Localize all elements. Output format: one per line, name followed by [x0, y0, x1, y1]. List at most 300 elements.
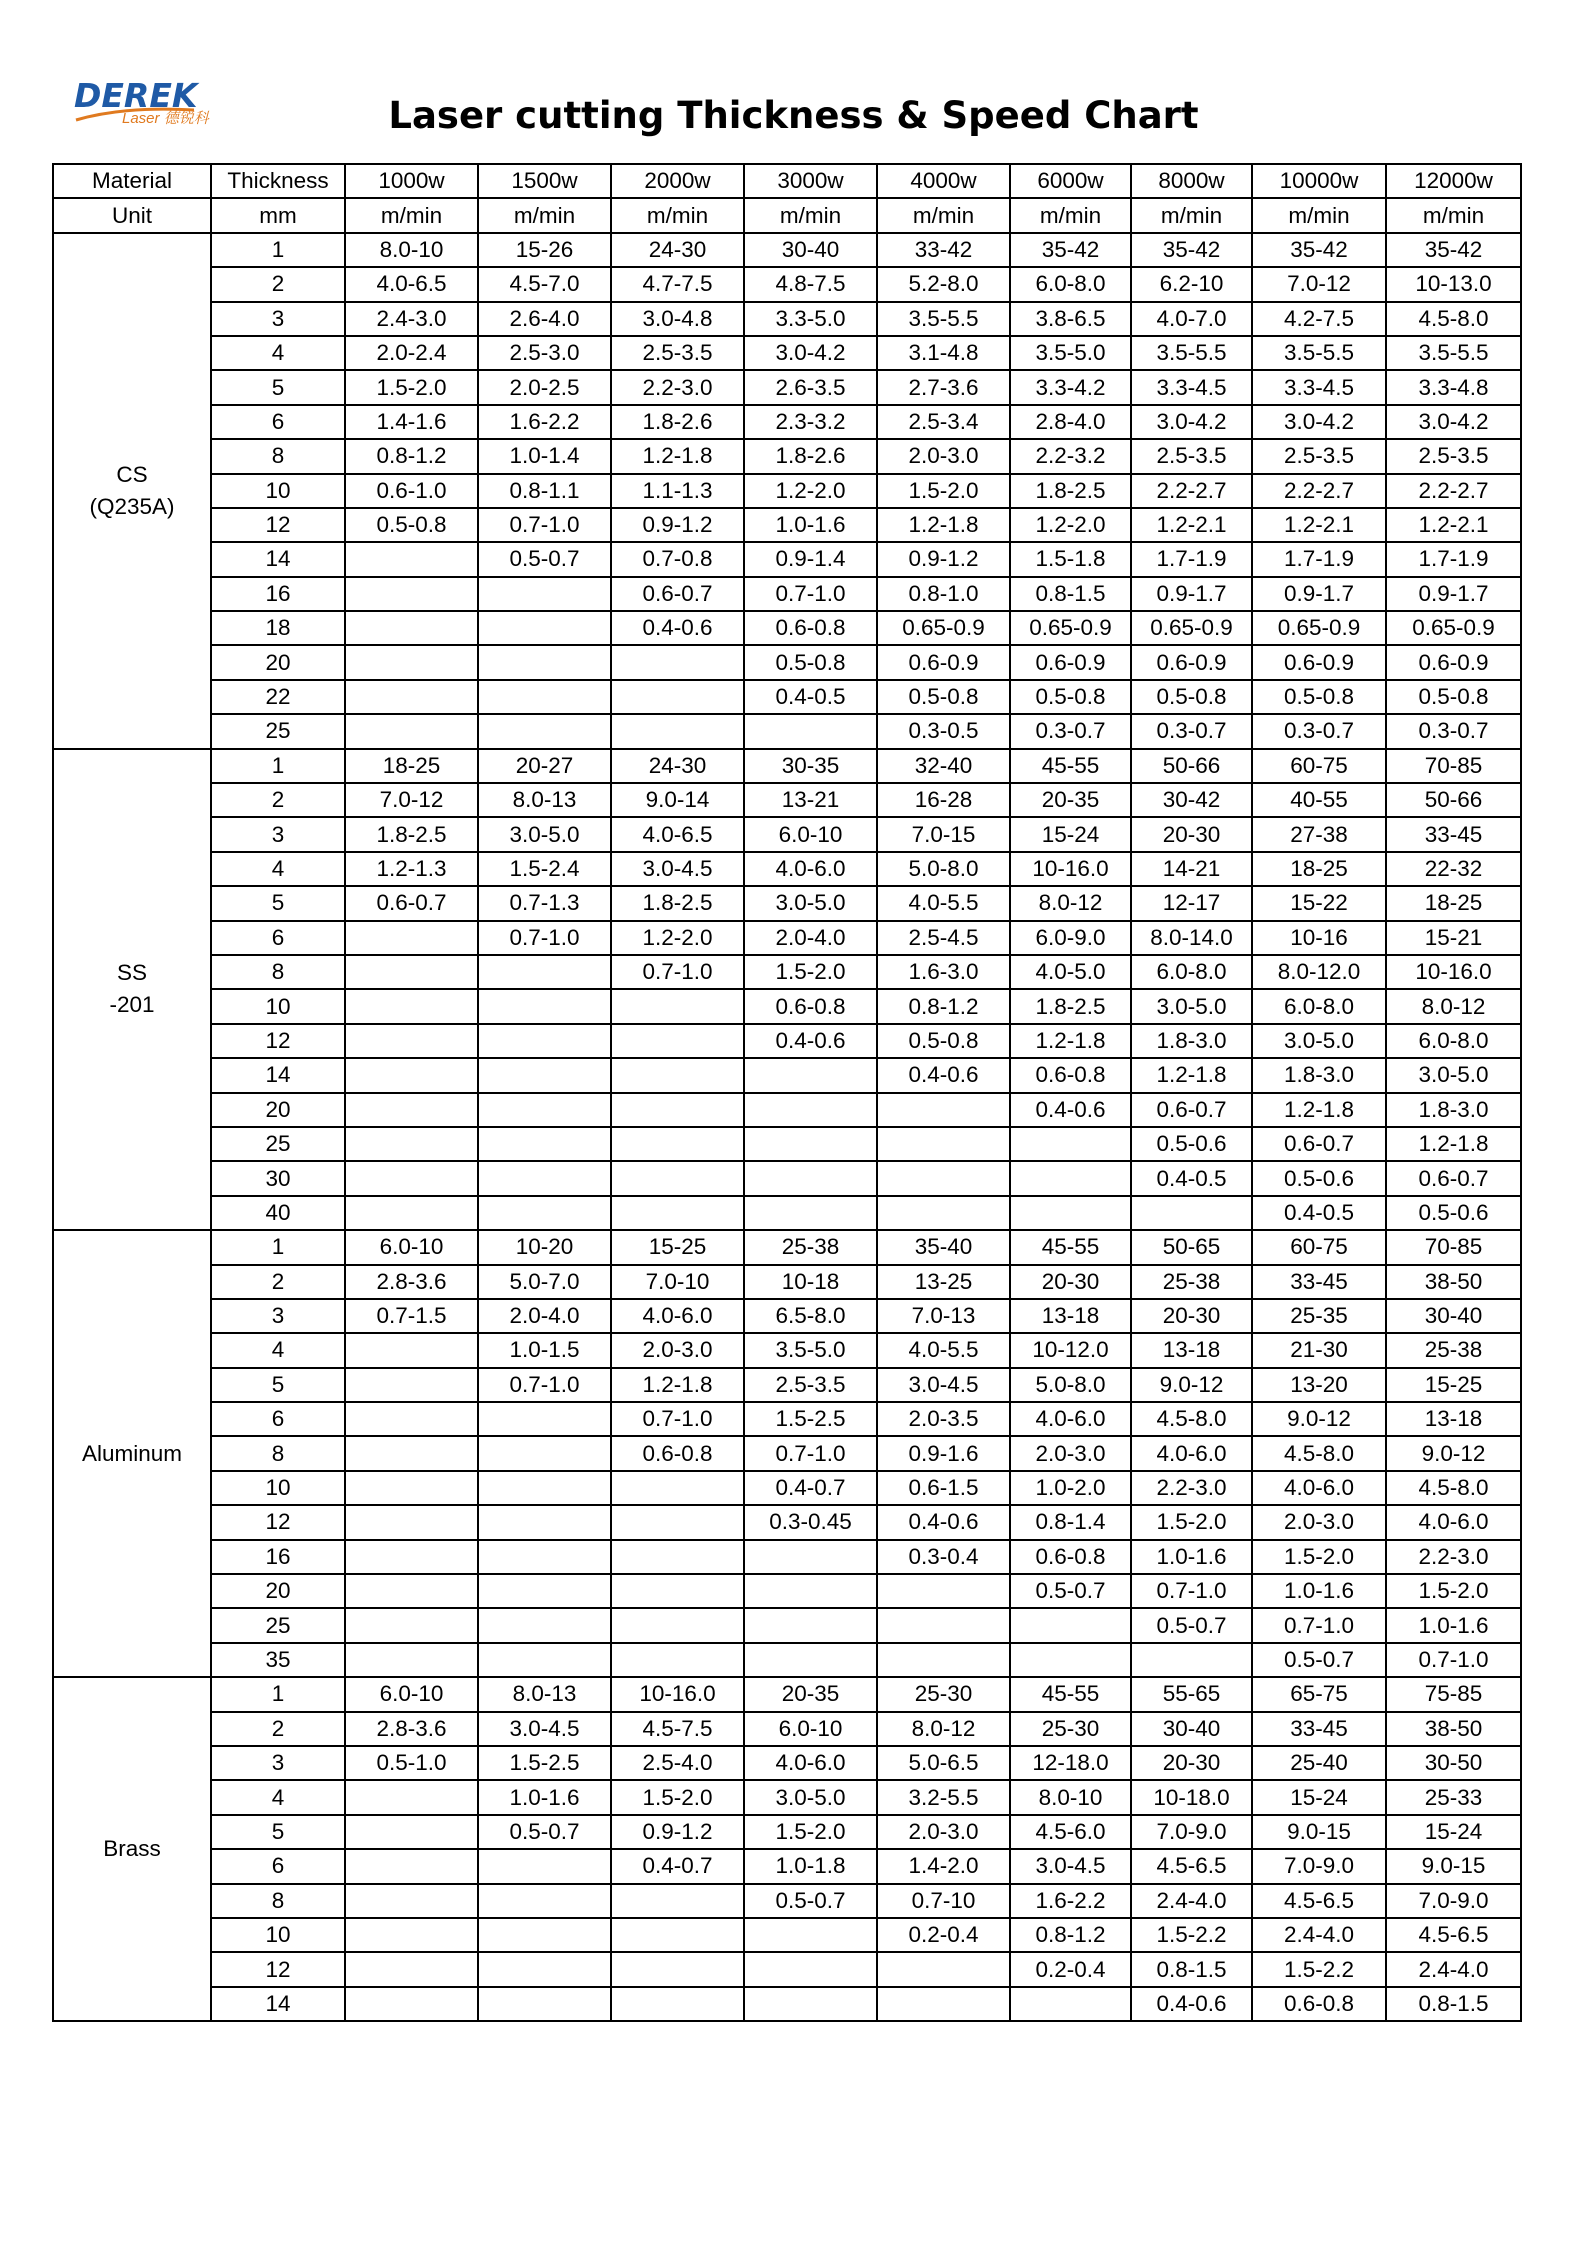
- table-row: [53, 1746, 1521, 1780]
- speed-cell: 2.0-2.4: [345, 336, 478, 370]
- speed-cell: 0.8-1.2: [1010, 1918, 1131, 1952]
- speed-cell: 0.5-0.8: [744, 645, 877, 679]
- speed-cell: [1010, 1608, 1131, 1642]
- speed-cell: 2.8-3.6: [345, 1265, 478, 1299]
- speed-cell: 8.0-12: [1010, 886, 1131, 920]
- speed-cell: 2.5-3.5: [1131, 439, 1252, 473]
- speed-cell: 2.0-4.0: [744, 921, 877, 955]
- speed-cell: 0.3-0.7: [1252, 714, 1386, 748]
- speed-cell: 0.7-1.0: [1386, 1643, 1521, 1677]
- speed-cell: [611, 1505, 744, 1539]
- speed-cell: 2.5-3.0: [478, 336, 611, 370]
- table-row: [53, 1574, 1521, 1608]
- table-row: [53, 1952, 1521, 1986]
- speed-cell: 4.0-6.5: [345, 267, 478, 301]
- speed-cell: [345, 1505, 478, 1539]
- speed-cell: 3.3-4.8: [1386, 370, 1521, 404]
- speed-cell: [744, 1540, 877, 1574]
- speed-cell: 0.4-0.6: [611, 611, 744, 645]
- speed-cell: [345, 1436, 478, 1470]
- speed-cell: 21-30: [1252, 1333, 1386, 1367]
- speed-cell: [345, 1849, 478, 1883]
- speed-cell: 2.5-3.5: [744, 1368, 877, 1402]
- speed-cell: 6.0-8.0: [1131, 955, 1252, 989]
- speed-cell: [478, 1608, 611, 1642]
- speed-cell: 6.0-8.0: [1252, 989, 1386, 1023]
- speed-cell: 0.9-1.7: [1131, 577, 1252, 611]
- thickness-cell: 8: [211, 1436, 345, 1470]
- speed-cell: 0.4-0.6: [1131, 1987, 1252, 2021]
- speed-cell: 33-45: [1386, 817, 1521, 851]
- speed-cell: 2.5-3.5: [611, 336, 744, 370]
- speed-cell: 7.0-9.0: [1131, 1815, 1252, 1849]
- speed-cell: 1.8-3.0: [1252, 1058, 1386, 1092]
- speed-cell: 1.2-1.3: [345, 852, 478, 886]
- speed-cell: 0.5-0.7: [1010, 1574, 1131, 1608]
- table-row: [53, 336, 1521, 370]
- speed-cell: 9.0-12: [1131, 1368, 1252, 1402]
- speed-cell: [478, 645, 611, 679]
- speed-cell: [478, 1952, 611, 1986]
- header-power: 12000w: [1386, 164, 1521, 198]
- thickness-cell: 3: [211, 817, 345, 851]
- table-row: [53, 1299, 1521, 1333]
- speed-cell: 0.5-0.7: [1131, 1608, 1252, 1642]
- speed-cell: 2.4-4.0: [1131, 1884, 1252, 1918]
- speed-cell: [611, 1608, 744, 1642]
- speed-cell: 3.3-4.5: [1252, 370, 1386, 404]
- speed-cell: 0.4-0.5: [744, 680, 877, 714]
- thickness-cell: 6: [211, 1402, 345, 1436]
- header-power: 2000w: [611, 164, 744, 198]
- speed-cell: 4.5-6.5: [1131, 1849, 1252, 1883]
- speed-cell: 1.7-1.9: [1252, 542, 1386, 576]
- speed-cell: 2.2-2.7: [1252, 474, 1386, 508]
- speed-cell: 3.0-4.5: [478, 1712, 611, 1746]
- speed-cell: 5.0-7.0: [478, 1265, 611, 1299]
- material-cell: [53, 1677, 211, 2021]
- speed-cell: [744, 1608, 877, 1642]
- speed-cell: [478, 1540, 611, 1574]
- speed-cell: 3.0-5.0: [1252, 1024, 1386, 1058]
- speed-cell: 0.5-0.8: [877, 1024, 1010, 1058]
- speed-cell: [345, 680, 478, 714]
- speed-cell: 8.0-12.0: [1252, 955, 1386, 989]
- thickness-cell: 12: [211, 1952, 345, 1986]
- thickness-cell: 2: [211, 1712, 345, 1746]
- speed-cell: 0.5-1.0: [345, 1746, 478, 1780]
- unit-speed: m/min: [877, 198, 1010, 232]
- speed-cell: [744, 1987, 877, 2021]
- thickness-cell: 3: [211, 1299, 345, 1333]
- speed-cell: 5.0-8.0: [877, 852, 1010, 886]
- material-name-line: CS: [116, 461, 148, 487]
- speed-cell: [611, 1540, 744, 1574]
- table-row: [53, 1402, 1521, 1436]
- speed-cell: 7.0-10: [611, 1265, 744, 1299]
- speed-cell: 8.0-12: [1386, 989, 1521, 1023]
- speed-cell: 2.2-2.7: [1386, 474, 1521, 508]
- speed-cell: [611, 1471, 744, 1505]
- table-row: [53, 1677, 1521, 1711]
- speed-cell: 4.0-6.0: [611, 1299, 744, 1333]
- speed-cell: 10-20: [478, 1230, 611, 1264]
- thickness-cell: 8: [211, 439, 345, 473]
- speed-cell: 1.5-1.8: [1010, 542, 1131, 576]
- speed-cell: 0.5-0.7: [478, 542, 611, 576]
- speed-cell: 2.0-3.0: [877, 1815, 1010, 1849]
- table-row: [53, 817, 1521, 851]
- speed-cell: [1131, 1196, 1252, 1230]
- speed-cell: 13-18: [1386, 1402, 1521, 1436]
- speed-cell: [345, 1780, 478, 1814]
- speed-cell: 7.0-12: [1252, 267, 1386, 301]
- speed-cell: [345, 1368, 478, 1402]
- speed-cell: 4.0-6.0: [1386, 1505, 1521, 1539]
- speed-cell: 0.5-0.6: [1386, 1196, 1521, 1230]
- speed-cell: 3.5-5.5: [1386, 336, 1521, 370]
- speed-cell: 2.6-3.5: [744, 370, 877, 404]
- table-row: [53, 1780, 1521, 1814]
- speed-cell: 8.0-12: [877, 1712, 1010, 1746]
- speed-cell: [345, 1471, 478, 1505]
- speed-cell: 15-21: [1386, 921, 1521, 955]
- speed-cell: 0.8-1.2: [877, 989, 1010, 1023]
- unit-speed: m/min: [345, 198, 478, 232]
- speed-cell: 0.65-0.9: [1131, 611, 1252, 645]
- table-row: [53, 886, 1521, 920]
- speed-cell: 12-18.0: [1010, 1746, 1131, 1780]
- speed-cell: [744, 1196, 877, 1230]
- speed-cell: [478, 1436, 611, 1470]
- speed-cell: 0.6-0.9: [877, 645, 1010, 679]
- speed-cell: 0.7-1.0: [611, 955, 744, 989]
- speed-cell: [345, 1127, 478, 1161]
- speed-cell: 2.5-4.0: [611, 1746, 744, 1780]
- speed-cell: 1.5-2.0: [744, 1815, 877, 1849]
- speed-cell: 1.5-2.0: [1131, 1505, 1252, 1539]
- thickness-cell: 35: [211, 1643, 345, 1677]
- speed-cell: 0.6-0.9: [1386, 645, 1521, 679]
- speed-cell: [478, 989, 611, 1023]
- speed-cell: 15-25: [1386, 1368, 1521, 1402]
- speed-cell: 0.7-1.0: [744, 577, 877, 611]
- speed-cell: 1.2-1.8: [1386, 1127, 1521, 1161]
- speed-cell: 2.2-3.0: [1131, 1471, 1252, 1505]
- speed-cell: 1.2-1.8: [611, 1368, 744, 1402]
- speed-cell: 1.2-2.1: [1386, 508, 1521, 542]
- speed-cell: 22-32: [1386, 852, 1521, 886]
- speed-cell: [345, 714, 478, 748]
- speed-cell: [877, 1643, 1010, 1677]
- material-name-line: SS: [116, 960, 147, 986]
- speed-cell: 45-55: [1010, 1230, 1131, 1264]
- speed-cell: 0.6-0.8: [1010, 1058, 1131, 1092]
- speed-cell: 20-35: [744, 1677, 877, 1711]
- speed-cell: 4.0-6.0: [744, 852, 877, 886]
- speed-cell: 0.3-0.7: [1131, 714, 1252, 748]
- table-row: [53, 1712, 1521, 1746]
- speed-cell: 4.2-7.5: [1252, 302, 1386, 336]
- thickness-cell: 5: [211, 370, 345, 404]
- speed-cell: 0.5-0.6: [1252, 1161, 1386, 1195]
- speed-cell: 60-75: [1252, 749, 1386, 783]
- speed-cell: 60-75: [1252, 1230, 1386, 1264]
- speed-cell: 3.3-4.2: [1010, 370, 1131, 404]
- speed-cell: 0.9-1.7: [1252, 577, 1386, 611]
- speed-cell: 30-42: [1131, 783, 1252, 817]
- speed-cell: 1.0-1.6: [1386, 1608, 1521, 1642]
- table-row: [53, 1333, 1521, 1367]
- thickness-cell: 2: [211, 1265, 345, 1299]
- thickness-cell: 18: [211, 611, 345, 645]
- speed-cell: 33-45: [1252, 1265, 1386, 1299]
- speed-cell: [478, 714, 611, 748]
- table-row: [53, 1471, 1521, 1505]
- speed-cell: 20-30: [1131, 817, 1252, 851]
- table-row: [53, 921, 1521, 955]
- speed-cell: 4.5-7.5: [611, 1712, 744, 1746]
- speed-cell: 1.5-2.5: [744, 1402, 877, 1436]
- speed-cell: 0.4-0.7: [611, 1849, 744, 1883]
- table-row: [53, 1230, 1521, 1264]
- speed-cell: 20-35: [1010, 783, 1131, 817]
- speed-cell: 5.0-6.5: [877, 1746, 1010, 1780]
- speed-cell: 3.0-4.2: [1386, 405, 1521, 439]
- speed-cell: [478, 1987, 611, 2021]
- speed-cell: 2.0-3.5: [877, 1402, 1010, 1436]
- speed-cell: 24-30: [611, 233, 744, 267]
- speed-cell: 7.0-12: [345, 783, 478, 817]
- thickness-cell: 12: [211, 508, 345, 542]
- speed-cell: 5.0-8.0: [1010, 1368, 1131, 1402]
- chart-body: [53, 164, 1521, 2021]
- table-row: [53, 1540, 1521, 1574]
- header-power: 4000w: [877, 164, 1010, 198]
- header-thickness: Thickness: [211, 164, 345, 198]
- speed-cell: [877, 1574, 1010, 1608]
- speed-cell: 0.8-1.0: [877, 577, 1010, 611]
- speed-cell: [877, 1608, 1010, 1642]
- speed-cell: 0.3-0.5: [877, 714, 1010, 748]
- speed-cell: 1.8-2.5: [345, 817, 478, 851]
- speed-cell: [611, 1058, 744, 1092]
- speed-cell: [345, 1815, 478, 1849]
- speed-cell: 6.2-10: [1131, 267, 1252, 301]
- speed-cell: [345, 577, 478, 611]
- speed-cell: 0.6-0.7: [345, 886, 478, 920]
- speed-cell: 0.6-0.8: [611, 1436, 744, 1470]
- speed-cell: 30-50: [1386, 1746, 1521, 1780]
- speed-cell: [345, 645, 478, 679]
- thickness-cell: 6: [211, 405, 345, 439]
- thickness-cell: 1: [211, 1230, 345, 1264]
- thickness-cell: 4: [211, 1333, 345, 1367]
- speed-cell: 2.4-4.0: [1386, 1952, 1521, 1986]
- speed-cell: [877, 1196, 1010, 1230]
- speed-cell: 2.0-3.0: [877, 439, 1010, 473]
- speed-cell: 0.6-0.9: [1010, 645, 1131, 679]
- speed-cell: 45-55: [1010, 1677, 1131, 1711]
- speed-cell: 4.0-6.0: [1010, 1402, 1131, 1436]
- header-power: 3000w: [744, 164, 877, 198]
- table-row: [53, 370, 1521, 404]
- speed-cell: [744, 1574, 877, 1608]
- speed-cell: 12-17: [1131, 886, 1252, 920]
- speed-cell: 3.0-5.0: [744, 1780, 877, 1814]
- table-row: [53, 1608, 1521, 1642]
- unit-speed: m/min: [1131, 198, 1252, 232]
- table-row: [53, 1815, 1521, 1849]
- unit-speed: m/min: [1252, 198, 1386, 232]
- speed-cell: [345, 1952, 478, 1986]
- thickness-cell: 10: [211, 989, 345, 1023]
- speed-cell: 1.8-2.5: [611, 886, 744, 920]
- unit-speed: m/min: [744, 198, 877, 232]
- speed-cell: [1010, 1127, 1131, 1161]
- speed-cell: 25-30: [877, 1677, 1010, 1711]
- speed-cell: 4.5-6.0: [1010, 1815, 1131, 1849]
- speed-cell: 1.8-2.5: [1010, 474, 1131, 508]
- speed-cell: 1.5-2.0: [877, 474, 1010, 508]
- speed-cell: 25-40: [1252, 1746, 1386, 1780]
- speed-cell: 1.5-2.0: [744, 955, 877, 989]
- speed-cell: 24-30: [611, 749, 744, 783]
- speed-cell: 1.2-1.8: [1252, 1093, 1386, 1127]
- speed-cell: 2.2-3.2: [1010, 439, 1131, 473]
- speed-cell: 35-42: [1252, 233, 1386, 267]
- speed-cell: 10-16.0: [611, 1677, 744, 1711]
- speed-cell: 6.0-9.0: [1010, 921, 1131, 955]
- speed-cell: 2.7-3.6: [877, 370, 1010, 404]
- speed-cell: 4.5-6.5: [1252, 1884, 1386, 1918]
- speed-cell: [478, 611, 611, 645]
- speed-cell: 3.0-5.0: [744, 886, 877, 920]
- speed-cell: 3.0-4.2: [744, 336, 877, 370]
- speed-cell: [877, 1987, 1010, 2021]
- speed-cell: 38-50: [1386, 1712, 1521, 1746]
- thickness-cell: 20: [211, 1093, 345, 1127]
- table-row: [53, 1196, 1521, 1230]
- speed-cell: 18-25: [1252, 852, 1386, 886]
- speed-cell: 1.0-1.5: [478, 1333, 611, 1367]
- speed-cell: 3.0-5.0: [1386, 1058, 1521, 1092]
- thickness-cell: 1: [211, 749, 345, 783]
- speed-cell: 0.8-1.1: [478, 474, 611, 508]
- speed-cell: 3.0-4.2: [1252, 405, 1386, 439]
- speed-cell: [478, 1058, 611, 1092]
- speed-cell: 0.6-0.8: [1010, 1540, 1131, 1574]
- speed-cell: 0.65-0.9: [1252, 611, 1386, 645]
- thickness-cell: 4: [211, 336, 345, 370]
- thickness-cell: 20: [211, 1574, 345, 1608]
- speed-cell: 1.0-1.4: [478, 439, 611, 473]
- speed-cell: [478, 1024, 611, 1058]
- speed-cell: 1.0-1.6: [744, 508, 877, 542]
- speed-cell: 1.4-1.6: [345, 405, 478, 439]
- speed-cell: 0.8-1.4: [1010, 1505, 1131, 1539]
- speed-cell: [478, 1884, 611, 1918]
- speed-cell: 1.5-2.2: [1131, 1918, 1252, 1952]
- speed-cell: 40-55: [1252, 783, 1386, 817]
- speed-cell: 1.5-2.4: [478, 852, 611, 886]
- speed-cell: 1.2-1.8: [611, 439, 744, 473]
- speed-cell: 0.6-0.9: [1252, 645, 1386, 679]
- speed-cell: 1.0-1.6: [1131, 1540, 1252, 1574]
- speed-cell: [744, 1643, 877, 1677]
- speed-cell: 0.4-0.6: [744, 1024, 877, 1058]
- speed-cell: 3.5-5.0: [1010, 336, 1131, 370]
- speed-cell: [345, 1608, 478, 1642]
- speed-cell: 6.0-8.0: [1010, 267, 1131, 301]
- unit-speed: m/min: [1010, 198, 1131, 232]
- speed-cell: 1.5-2.0: [1252, 1540, 1386, 1574]
- speed-cell: 10-16.0: [1386, 955, 1521, 989]
- thickness-cell: 3: [211, 302, 345, 336]
- speed-cell: 30-35: [744, 749, 877, 783]
- speed-cell: [345, 1643, 478, 1677]
- speed-cell: 33-42: [877, 233, 1010, 267]
- table-row: [53, 1918, 1521, 1952]
- speed-cell: [744, 1161, 877, 1195]
- speed-cell: [345, 1333, 478, 1367]
- unit-row: [53, 198, 1521, 232]
- speed-cell: 2.5-3.5: [1386, 439, 1521, 473]
- speed-cell: 0.5-0.8: [345, 508, 478, 542]
- speed-cell: 6.0-10: [345, 1230, 478, 1264]
- speed-cell: 25-38: [1386, 1333, 1521, 1367]
- speed-cell: 0.4-0.6: [1010, 1093, 1131, 1127]
- speed-cell: 1.2-2.0: [1010, 508, 1131, 542]
- speed-cell: 7.0-15: [877, 817, 1010, 851]
- speed-cell: 0.5-0.8: [1386, 680, 1521, 714]
- speed-cell: 20-30: [1131, 1299, 1252, 1333]
- table-row: [53, 1436, 1521, 1470]
- speed-cell: 2.5-3.5: [1252, 439, 1386, 473]
- speed-cell: 65-75: [1252, 1677, 1386, 1711]
- speed-cell: 8.0-10: [1010, 1780, 1131, 1814]
- speed-cell: 0.9-1.2: [611, 1815, 744, 1849]
- speed-cell: 1.2-2.0: [744, 474, 877, 508]
- speed-cell: 2.4-4.0: [1252, 1918, 1386, 1952]
- speed-cell: 0.5-0.7: [744, 1884, 877, 1918]
- thickness-cell: 30: [211, 1161, 345, 1195]
- speed-cell: 0.65-0.9: [1010, 611, 1131, 645]
- speed-cell: 1.0-2.0: [1010, 1471, 1131, 1505]
- table-row: [53, 749, 1521, 783]
- speed-cell: [345, 989, 478, 1023]
- thickness-cell: 6: [211, 1849, 345, 1883]
- speed-cell: 30-40: [744, 233, 877, 267]
- speed-cell: 0.7-1.0: [478, 508, 611, 542]
- speed-cell: 0.9-1.7: [1386, 577, 1521, 611]
- speed-cell: 0.6-0.8: [1252, 1987, 1386, 2021]
- speed-cell: 1.0-1.6: [1252, 1574, 1386, 1608]
- thickness-cell: 1: [211, 233, 345, 267]
- speed-cell: 1.5-2.0: [345, 370, 478, 404]
- speed-cell: [611, 1127, 744, 1161]
- speed-cell: 4.0-5.5: [877, 1333, 1010, 1367]
- speed-cell: [345, 1196, 478, 1230]
- speed-cell: 33-45: [1252, 1712, 1386, 1746]
- material-cell: [53, 1230, 211, 1677]
- speed-cell: 7.0-13: [877, 1299, 1010, 1333]
- speed-cell: [611, 1952, 744, 1986]
- thickness-cell: 22: [211, 680, 345, 714]
- thickness-cell: 5: [211, 1368, 345, 1402]
- speed-cell: 2.0-3.0: [1010, 1436, 1131, 1470]
- header-power: 10000w: [1252, 164, 1386, 198]
